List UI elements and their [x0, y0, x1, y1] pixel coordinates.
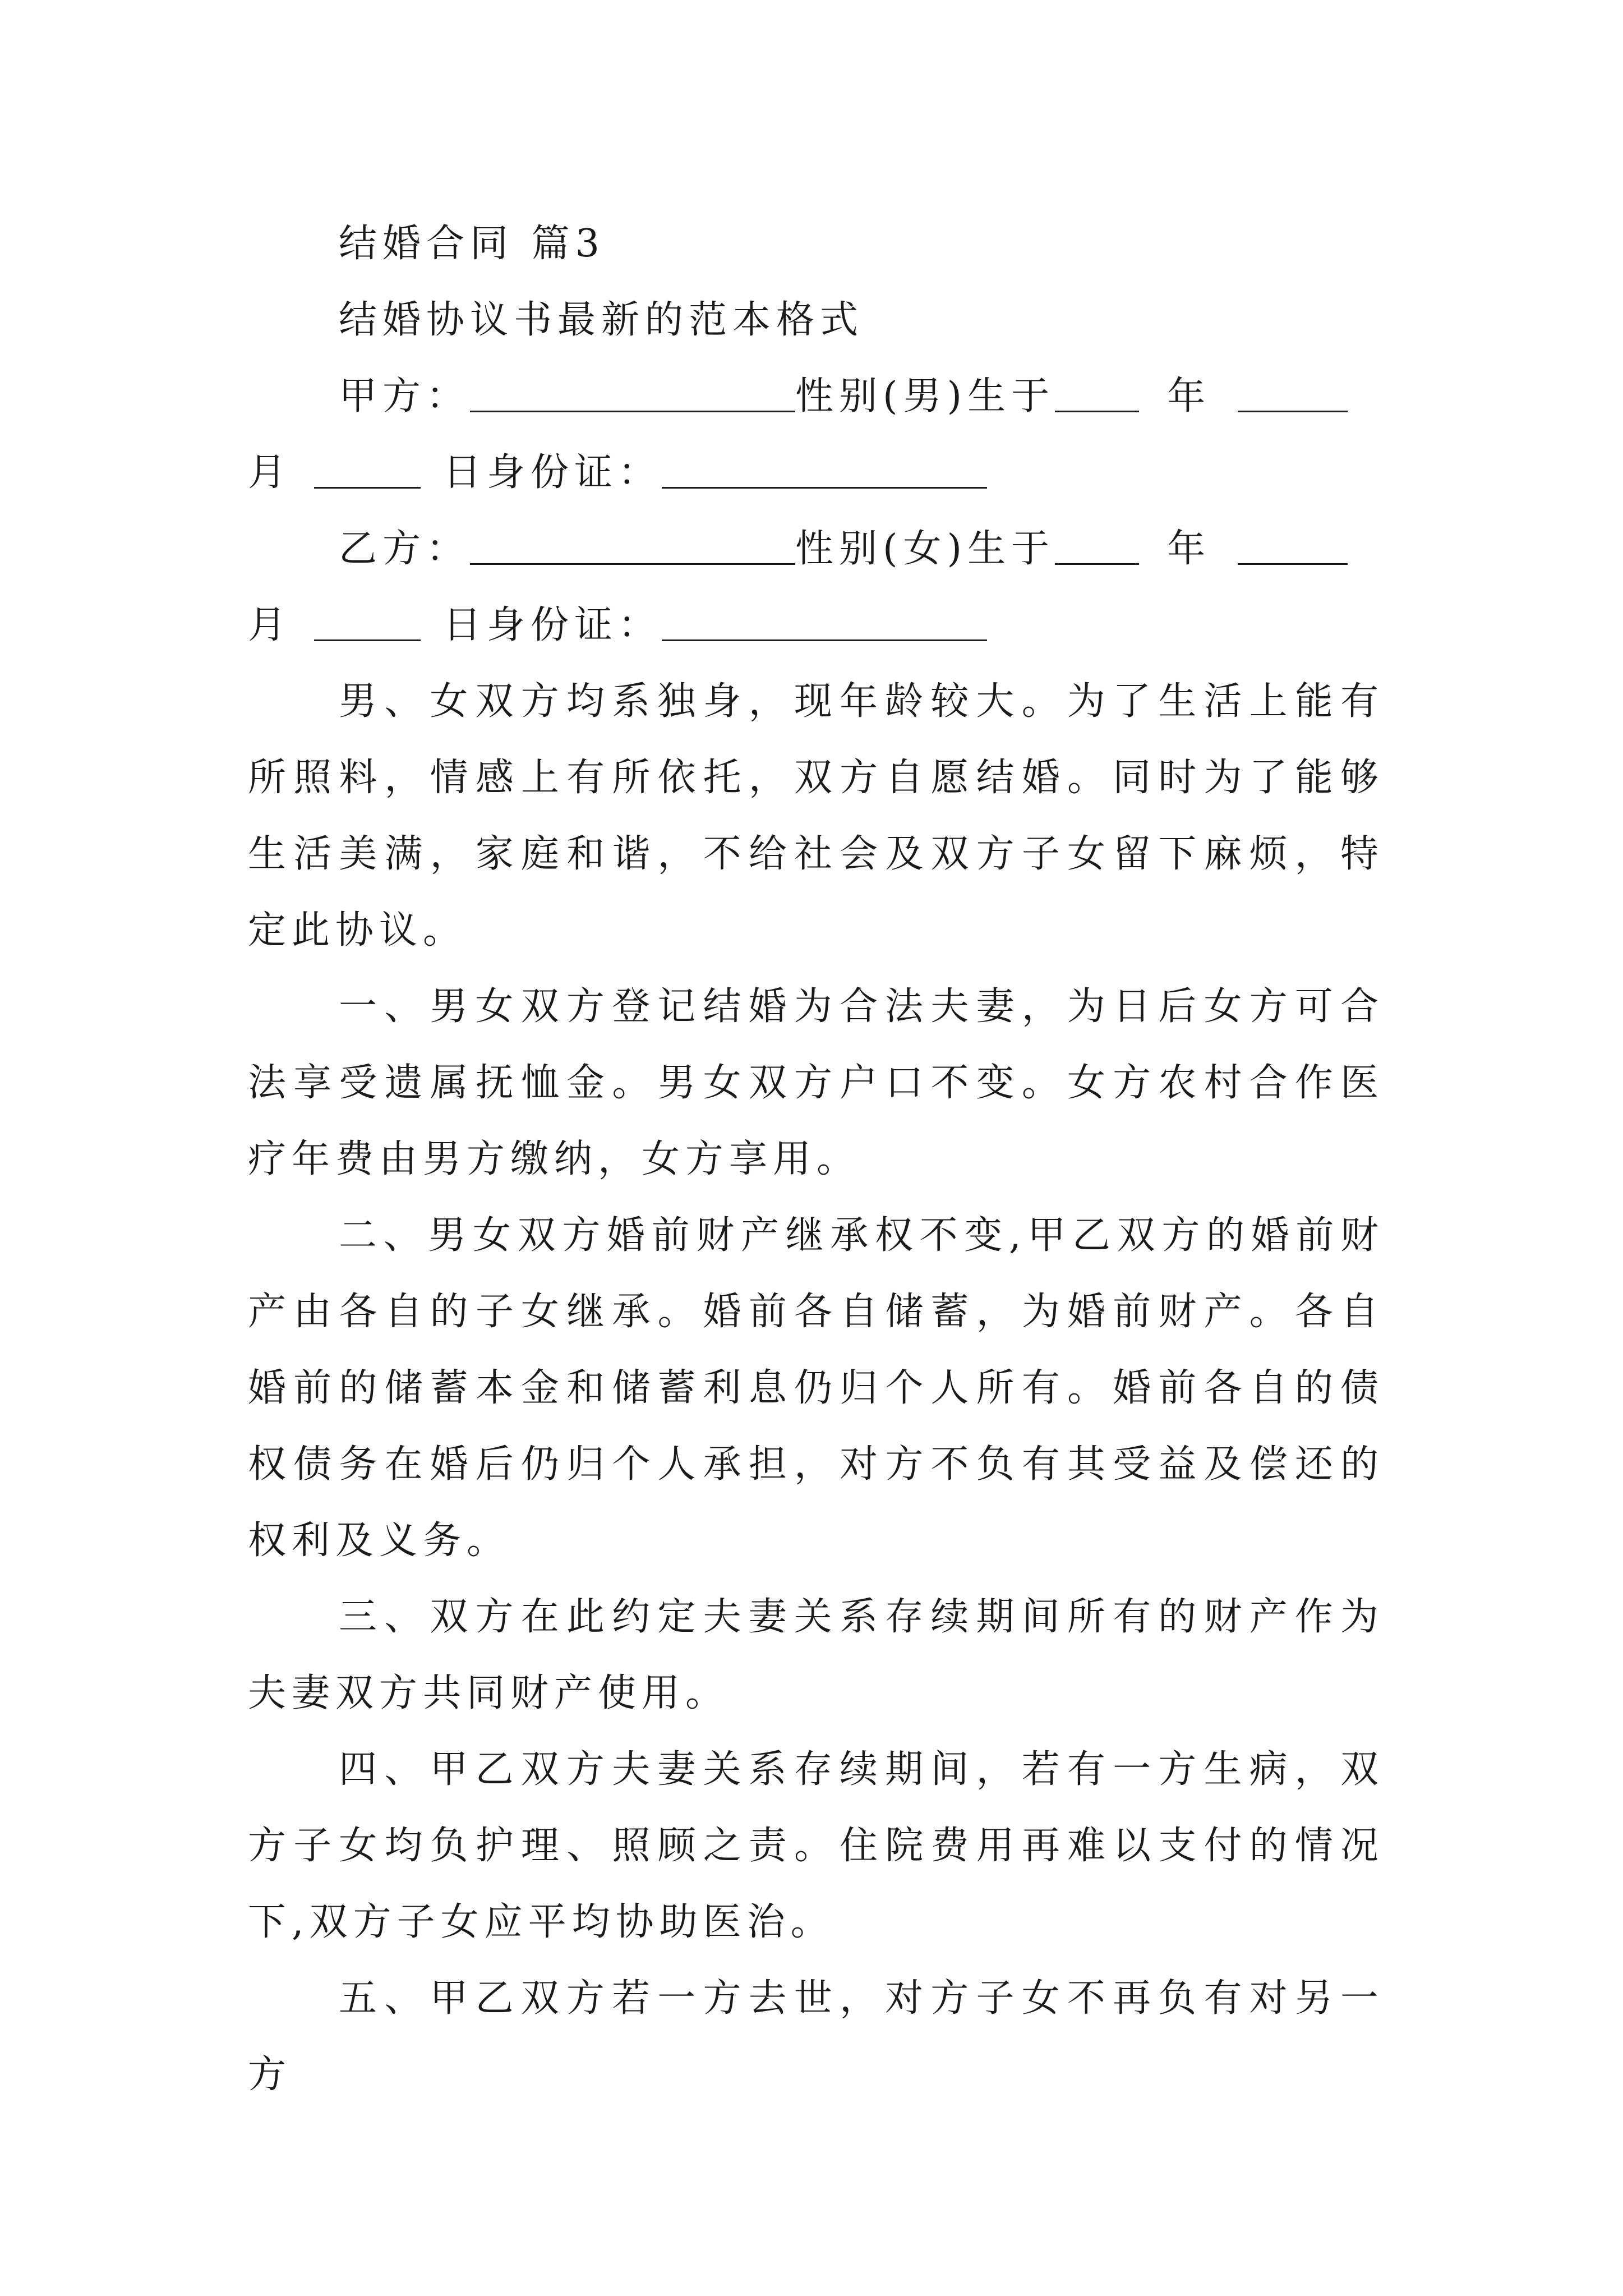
party-b-id-blank [662, 609, 987, 641]
party-b-month-label: 月 [248, 603, 292, 647]
party-a-row-1 [339, 358, 1348, 435]
party-b-label: 乙方： [339, 527, 471, 571]
party-b-name-blank [470, 533, 795, 565]
party-b-year-label: 年 [1167, 527, 1211, 571]
paragraph-clause-1: 一、男女双方登记结婚为合法夫妻，为日后女方可合法享受遗属抚恤金。男女双方户口不变。女方农村合作医疗年费由男方缴纳，女方享用。 [248, 984, 1384, 1181]
party-a-row-2 [248, 435, 987, 511]
party-b-year-blank [1055, 533, 1139, 565]
section-title: 结婚合同 篇3 [339, 222, 605, 266]
party-a-gender: 性别(男)生于 [795, 374, 1055, 418]
party-a-id-blank [662, 457, 987, 489]
party-a-name-blank [470, 380, 795, 412]
party-b-row-1 [339, 511, 1348, 587]
paragraph-clause-4: 四、甲乙双方夫妻关系存续期间，若有一方生病，双方子女均负护理、照顾之责。住院费用再难以支付的情况下,双方子女应平均协助医治。 [248, 1747, 1384, 1944]
party-b-month-blank [1238, 533, 1348, 565]
document-title: 结婚协议书最新的范本格式 [339, 298, 864, 342]
party-a-label: 甲方： [339, 374, 471, 418]
paragraph-intro: 男、女双方均系独身，现年龄较大。为了生活上能有所照料，情感上有所依托，双方自愿结婚。同时为了能够生活美满，家庭和谐，不给社会及双方子女留下麻烦，特定此协议。 [248, 679, 1384, 953]
party-a-year-blank [1055, 380, 1139, 412]
party-a-month-blank [1238, 380, 1348, 412]
party-a-year-label: 年 [1167, 374, 1211, 418]
party-a-day-blank [314, 457, 421, 489]
party-b-gender: 性别(女)生于 [795, 527, 1055, 571]
paragraph-clause-3: 三、双方在此约定夫妻关系存续期间所有的财产作为夫妻双方共同财产使用。 [248, 1595, 1384, 1715]
paragraph-clause-5: 五、甲乙双方若一方去世，对方子女不再负有对另一方 [248, 1976, 1384, 2097]
paragraph-clause-2: 二、男女双方婚前财产继承权不变,甲乙双方的婚前财产由各自的子女继承。婚前各自储蓄，为婚前财产。各自婚前的储蓄本金和储蓄利息仍归个人所有。婚前各自的债权债务在婚后仍归个人承担，对方不负有其受益及偿还的权利及义务。 [248, 1213, 1384, 1563]
party-b-day-blank [314, 609, 421, 641]
party-a-month-label: 月 [248, 450, 292, 495]
party-b-row-2 [248, 587, 987, 664]
party-a-id-label: 日身份证： [443, 450, 662, 495]
party-b-id-label: 日身份证： [443, 603, 662, 647]
